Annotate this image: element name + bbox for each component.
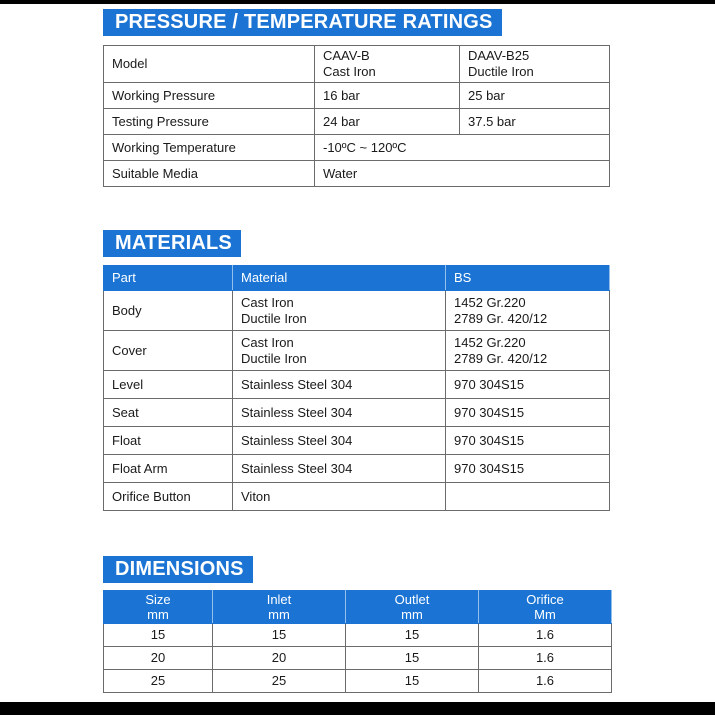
material-cell: Stainless Steel 304 bbox=[233, 371, 446, 399]
dimensions-table bbox=[103, 590, 612, 693]
table-header-row bbox=[104, 266, 610, 291]
inlet-cell: 15 bbox=[213, 624, 346, 647]
header-line: Outlet bbox=[394, 592, 430, 607]
model-a bbox=[315, 46, 460, 83]
column-header bbox=[213, 591, 346, 624]
table-row bbox=[104, 291, 610, 331]
bs-line: 2789 Gr. 420/12 bbox=[454, 350, 548, 366]
bottom-border bbox=[0, 702, 715, 715]
material-cell: Viton bbox=[233, 483, 446, 511]
outlet-cell: 15 bbox=[346, 670, 479, 693]
part-cell: Seat bbox=[104, 399, 233, 427]
material-cell bbox=[233, 331, 446, 371]
material-cell bbox=[233, 291, 446, 331]
dimensions-heading: DIMENSIONS bbox=[103, 556, 253, 583]
orifice-cell: 1.6 bbox=[479, 670, 612, 693]
part-cell: Cover bbox=[104, 331, 233, 371]
row-label: Working Pressure bbox=[104, 83, 315, 109]
column-header: Part bbox=[104, 266, 233, 291]
material-line: Cast Iron bbox=[241, 294, 294, 310]
table-row bbox=[104, 371, 610, 399]
pressure-table bbox=[103, 45, 610, 187]
bs-cell: 970 304S15 bbox=[446, 455, 610, 483]
header-unit: mm bbox=[268, 607, 290, 622]
bs-cell: 970 304S15 bbox=[446, 427, 610, 455]
orifice-cell: 1.6 bbox=[479, 624, 612, 647]
value-a: 24 bar bbox=[315, 109, 460, 135]
material-cell: Stainless Steel 304 bbox=[233, 427, 446, 455]
table-header-row bbox=[104, 591, 612, 624]
table-row bbox=[104, 135, 610, 161]
column-header: BS bbox=[446, 266, 610, 291]
header-line: Inlet bbox=[266, 592, 292, 607]
part-cell: Orifice Button bbox=[104, 483, 233, 511]
bs-line: 2789 Gr. 420/12 bbox=[454, 310, 548, 326]
table-row bbox=[104, 647, 612, 670]
outlet-cell: 15 bbox=[346, 624, 479, 647]
table-row bbox=[104, 83, 610, 109]
bs-cell: 970 304S15 bbox=[446, 399, 610, 427]
size-cell: 15 bbox=[104, 624, 213, 647]
model-b-code: DAAV-B25 bbox=[468, 48, 530, 63]
table-row bbox=[104, 427, 610, 455]
header-line: Orifice bbox=[526, 592, 564, 607]
part-cell: Float Arm bbox=[104, 455, 233, 483]
column-header bbox=[104, 591, 213, 624]
material-line: Ductile Iron bbox=[241, 310, 307, 326]
column-header bbox=[346, 591, 479, 624]
bs-cell bbox=[446, 331, 610, 371]
header-unit: Mm bbox=[534, 607, 556, 622]
table-row bbox=[104, 624, 612, 647]
bs-cell bbox=[446, 483, 610, 511]
table-row bbox=[104, 399, 610, 427]
header-line: Size bbox=[145, 592, 171, 607]
value-span: -10ºC ~ 120ºC bbox=[315, 135, 610, 161]
part-cell: Body bbox=[104, 291, 233, 331]
model-b bbox=[460, 46, 610, 83]
model-b-material: Ductile Iron bbox=[468, 64, 534, 79]
materials-table bbox=[103, 265, 610, 511]
table-row bbox=[104, 483, 610, 511]
column-header bbox=[479, 591, 612, 624]
size-cell: 20 bbox=[104, 647, 213, 670]
header-unit: mm bbox=[147, 607, 169, 622]
top-border bbox=[0, 0, 715, 4]
value-span: Water bbox=[315, 161, 610, 187]
material-cell: Stainless Steel 304 bbox=[233, 399, 446, 427]
table-row bbox=[104, 670, 612, 693]
inlet-cell: 20 bbox=[213, 647, 346, 670]
row-label: Working Temperature bbox=[104, 135, 315, 161]
size-cell: 25 bbox=[104, 670, 213, 693]
part-cell: Float bbox=[104, 427, 233, 455]
bs-line: 1452 Gr.220 bbox=[454, 334, 526, 350]
row-label: Suitable Media bbox=[104, 161, 315, 187]
value-a: 16 bar bbox=[315, 83, 460, 109]
pressure-heading: PRESSURE / TEMPERATURE RATINGS bbox=[103, 9, 502, 36]
material-line: Cast Iron bbox=[241, 334, 294, 350]
model-a-material: Cast Iron bbox=[323, 64, 376, 79]
materials-heading: MATERIALS bbox=[103, 230, 241, 257]
table-row bbox=[104, 46, 610, 83]
part-cell: Level bbox=[104, 371, 233, 399]
outlet-cell: 15 bbox=[346, 647, 479, 670]
bs-line: 1452 Gr.220 bbox=[454, 294, 526, 310]
row-label: Model bbox=[104, 46, 315, 83]
material-cell: Stainless Steel 304 bbox=[233, 455, 446, 483]
column-header: Material bbox=[233, 266, 446, 291]
orifice-cell: 1.6 bbox=[479, 647, 612, 670]
bs-cell bbox=[446, 291, 610, 331]
row-label: Testing Pressure bbox=[104, 109, 315, 135]
table-row bbox=[104, 161, 610, 187]
value-b: 37.5 bar bbox=[460, 109, 610, 135]
table-row bbox=[104, 331, 610, 371]
material-line: Ductile Iron bbox=[241, 350, 307, 366]
header-unit: mm bbox=[401, 607, 423, 622]
model-a-code: CAAV-B bbox=[323, 48, 370, 63]
table-row bbox=[104, 109, 610, 135]
inlet-cell: 25 bbox=[213, 670, 346, 693]
value-b: 25 bar bbox=[460, 83, 610, 109]
table-row bbox=[104, 455, 610, 483]
bs-cell: 970 304S15 bbox=[446, 371, 610, 399]
